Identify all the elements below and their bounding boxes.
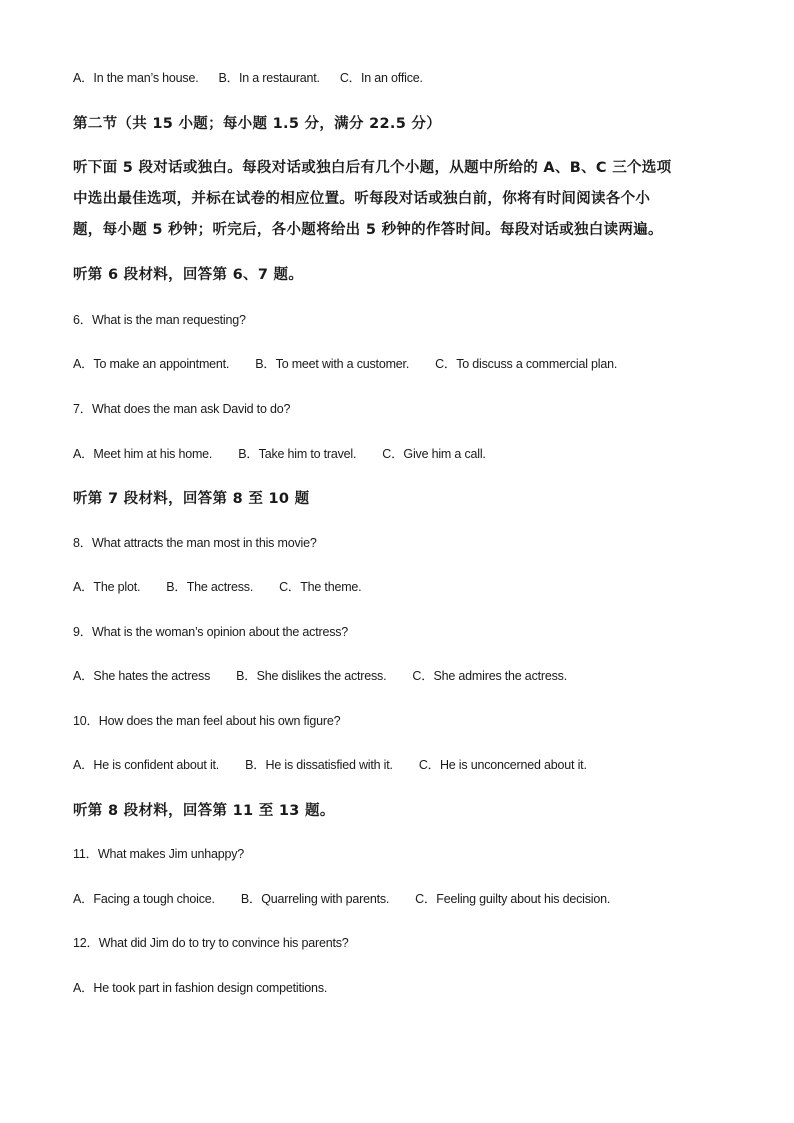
- q5-options-row: [73, 68, 423, 86]
- q6-option-a: A．To make an appointment.: [73, 357, 230, 371]
- q9-option-c: C．She admires the actress.: [412, 669, 567, 683]
- q12-options-row: [73, 978, 327, 996]
- question-10: 10．How does the man feel about his own figure?: [73, 714, 341, 728]
- passage7-header: 听第 7 段材料，回答第 8 至 10 题: [73, 491, 310, 507]
- q9-option-b: B．She dislikes the actress.: [236, 669, 387, 683]
- q10-option-c: C．He is unconcerned about it.: [418, 758, 587, 772]
- question-9: 9．What is the woman’s opinion about the actress?: [73, 625, 349, 639]
- q10-options-row: [73, 755, 587, 773]
- q7-options-row: [73, 444, 486, 462]
- q5-option-b: B．In a restaurant.: [218, 71, 320, 85]
- passage8-header: 听第 8 段材料，回答第 11 至 13 题。: [73, 803, 335, 819]
- question-8: 8．What attracts the man most in this movie?: [73, 536, 317, 550]
- q5-option-a: A．In the man’s house.: [73, 71, 199, 85]
- q9-option-a: A．She hates the actress: [73, 669, 211, 683]
- q10-option-a: A．He is confident about it.: [73, 758, 220, 772]
- q12-option-a: A．He took part in fashion design competitions.: [73, 981, 328, 995]
- section2-header: 第二节（共 15 小题；每小题 1.5 分，满分 22.5 分）: [73, 116, 442, 132]
- instructions-line-2: 中选出最佳选项，并标在试卷的相应位置。听每段对话或独白前，你将有时间阅读各个小: [73, 191, 651, 207]
- q6-option-c: C．To discuss a commercial plan.: [435, 357, 618, 371]
- q6-option-b: B．To meet with a customer.: [255, 357, 410, 371]
- q11-options-row: [73, 889, 610, 907]
- passage6-header: 听第 6 段材料，回答第 6、7 题。: [73, 267, 304, 283]
- q8-option-c: C．The theme.: [279, 580, 362, 594]
- q8-option-b: B．The actress.: [166, 580, 254, 594]
- instructions-line-1: 听下面 5 段对话或独白。每段对话或独白后有几个小题，从题中所给的 A、B、C 三个选项: [73, 160, 672, 176]
- q5-option-c: C．In an office.: [339, 71, 423, 85]
- q6-options-row: [73, 354, 617, 372]
- q11-option-b: B．Quarreling with parents.: [240, 892, 390, 906]
- q7-option-b: B．Take him to travel.: [238, 447, 357, 461]
- instructions-line-3: 题，每小题 5 秒钟；听完后，各小题将给出 5 秒钟的作答时间。每段对话或独白读两遍。: [73, 222, 663, 238]
- question-7: 7．What does the man ask David to do?: [73, 402, 291, 416]
- q11-option-c: C．Feeling guilty about his decision.: [415, 892, 611, 906]
- q10-option-b: B．He is dissatisfied with it.: [245, 758, 393, 772]
- q7-option-c: C．Give him a call.: [382, 447, 486, 461]
- q8-option-a: A．The plot.: [73, 580, 141, 594]
- q8-options-row: [73, 577, 361, 595]
- q9-options-row: [73, 666, 567, 684]
- q11-option-a: A．Facing a tough choice.: [73, 892, 215, 906]
- q7-option-a: A．Meet him at his home.: [73, 447, 213, 461]
- question-6: 6．What is the man requesting?: [73, 313, 246, 327]
- question-11: 11．What makes Jim unhappy?: [73, 847, 245, 861]
- question-12: 12．What did Jim do to try to convince his parents?: [73, 936, 349, 950]
